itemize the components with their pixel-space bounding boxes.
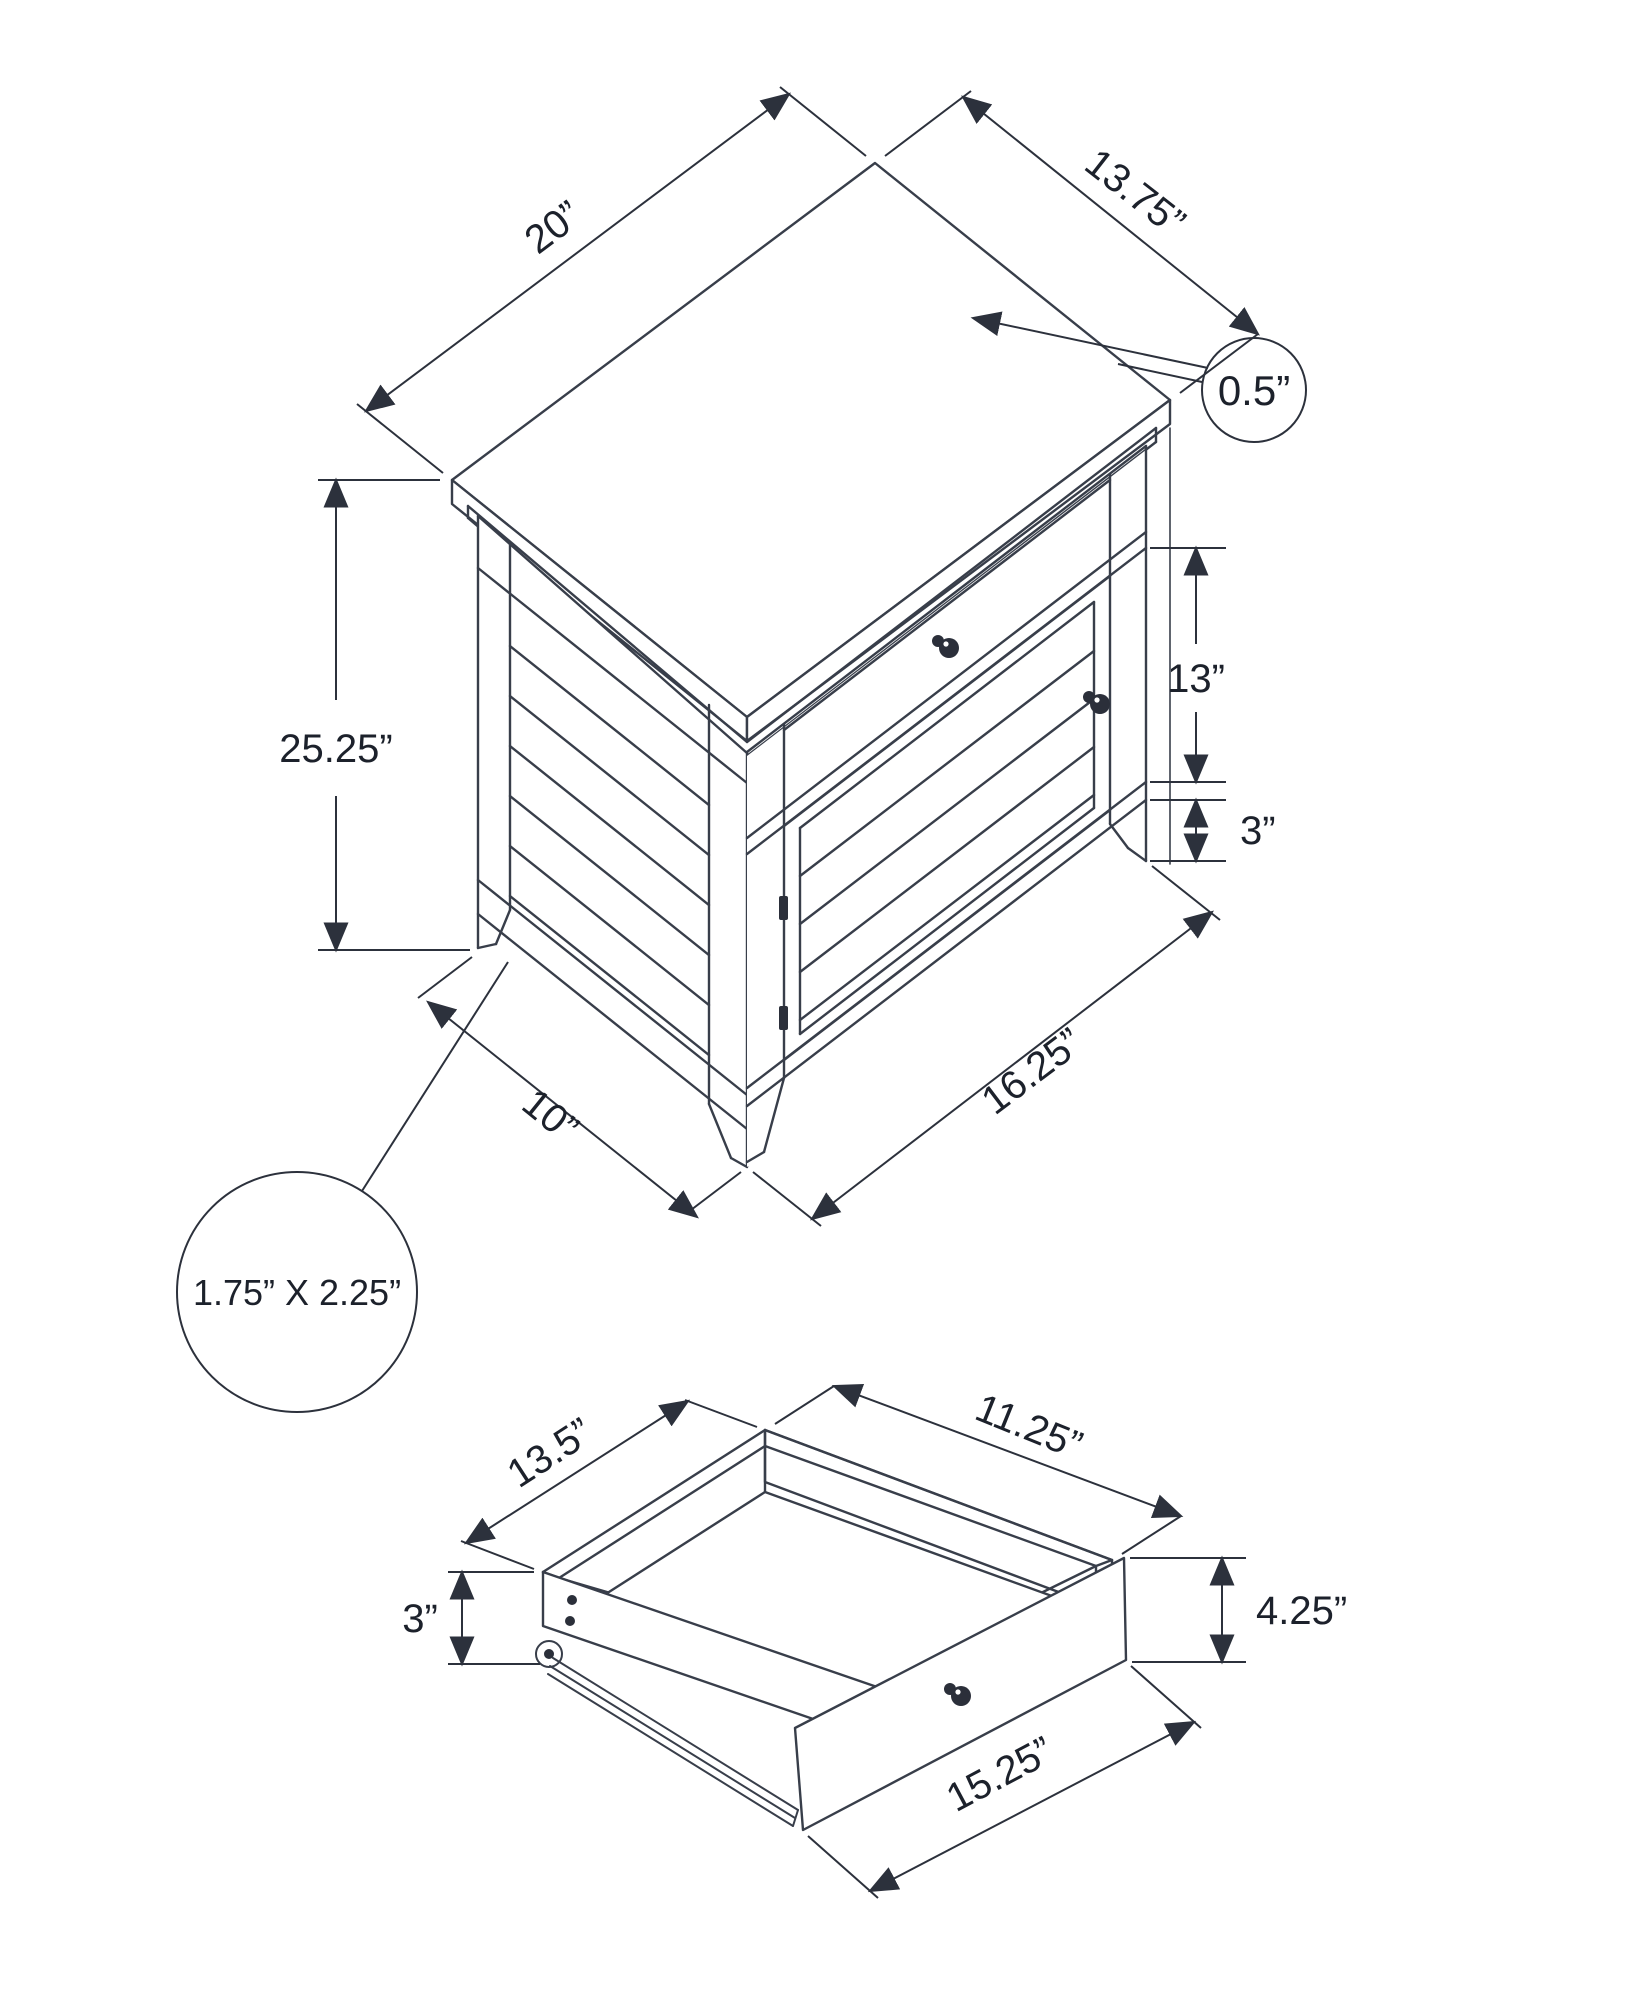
overall-height-label: 25.25” [279, 727, 393, 771]
dim-drawer-side-height [402, 1572, 540, 1664]
top-width-label: 20” [516, 192, 590, 263]
drawer-depth-label: 13.5” [499, 1409, 601, 1497]
callout-leg-cross-section [177, 962, 508, 1412]
dim-overall-height [279, 480, 470, 950]
leg-cross-section-label: 1.75” X 2.25” [192, 1272, 402, 1313]
door-hinge-bottom [779, 1006, 788, 1030]
leg-height-label: 3” [1240, 809, 1276, 853]
drawer-side-height-label: 3” [402, 1597, 438, 1641]
base-front-width-label: 16.25” [973, 1019, 1091, 1124]
drawer-width-label: 11.25” [969, 1385, 1089, 1469]
door-height-label: 13” [1167, 657, 1225, 701]
top-thickness-label: 0.5” [1217, 367, 1291, 414]
cabinet-view [452, 163, 1170, 1167]
drawer-front-height-label: 4.25” [1256, 1589, 1348, 1633]
screw-hole-1 [567, 1595, 577, 1605]
dim-drawer-front-height [1130, 1558, 1347, 1662]
door-hinge-top [779, 896, 788, 920]
screw-hole-2 [565, 1616, 575, 1626]
dim-door-height [1150, 548, 1226, 782]
base-side-depth-label: 10” [513, 1080, 587, 1152]
drawer-front-width-label: 15.25” [939, 1728, 1061, 1821]
top-depth-label: 13.75” [1076, 140, 1194, 246]
dim-leg-height [1150, 800, 1276, 861]
